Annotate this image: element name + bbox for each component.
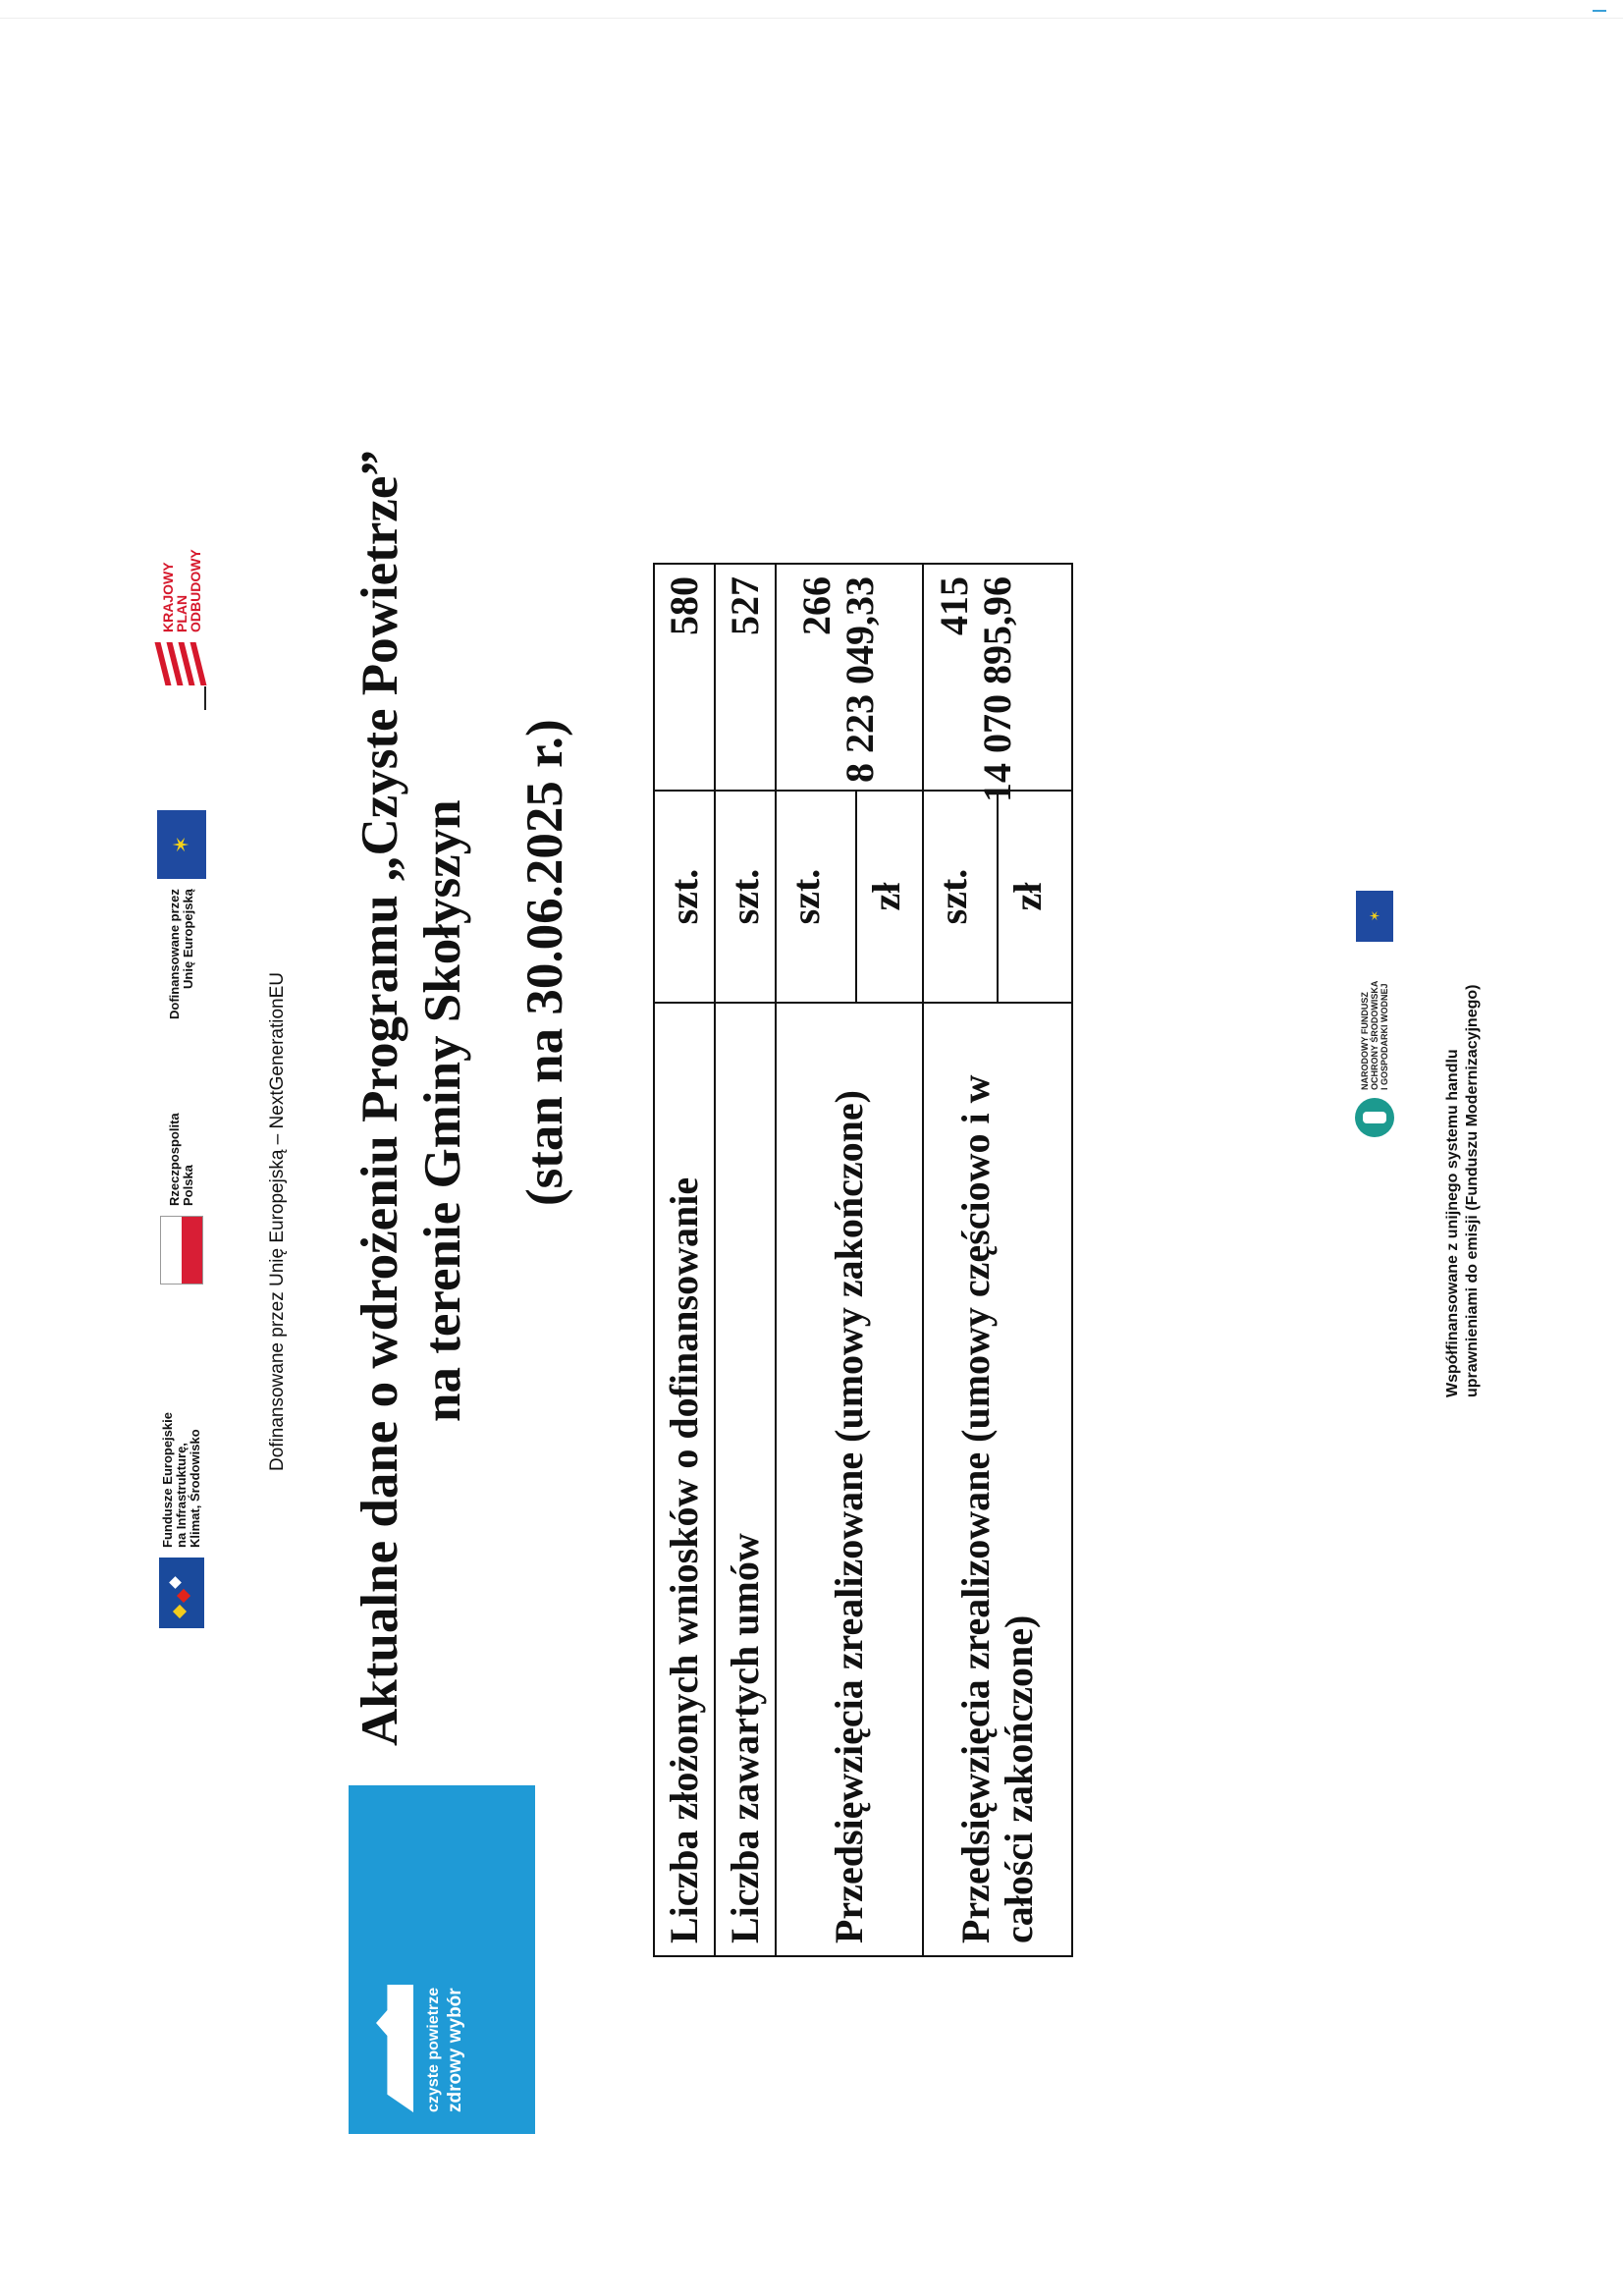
row-value: [794, 564, 923, 791]
row-unit: zł: [856, 791, 923, 1003]
row-value: 527: [715, 564, 776, 791]
row-unit: zł: [998, 791, 1072, 1003]
table-row: [654, 564, 715, 1956]
row-unit: szt.: [923, 791, 998, 1003]
cp-logo-text: [423, 1988, 466, 2112]
rp-logo-label: Rzeczpospolita Polska: [167, 1113, 195, 1206]
kpo-icon: [156, 642, 207, 685]
nfosigw-icon: [1355, 1098, 1394, 1137]
nfosigw-label: NARODOWY FUNDUSZ OCHRONY ŚRODOWISKA I GOSPODARKI WODNEJ: [1360, 980, 1389, 1090]
row-unit: szt.: [715, 791, 776, 1003]
fe-logo: [147, 1412, 216, 1628]
row-unit: szt.: [654, 791, 715, 1003]
ue-logo-label: Dofinansowane przez Unię Europejską: [167, 889, 195, 1019]
row-label: Przedsięwzięcia zrealizowane (umowy częściowo i w całości zakończone): [923, 1003, 1072, 1956]
eu-flag-small-icon: ✶: [1356, 891, 1393, 942]
row-value: [932, 564, 1072, 802]
row-value: 580: [654, 564, 715, 791]
cp-logo-line1: czyste powietrze: [425, 1987, 442, 2112]
ue-logo: [147, 810, 216, 1019]
row-value-amount: 8 223 049,33: [838, 576, 882, 783]
kpo-logo-label: KRAJOWY PLAN ODBUDOWY: [160, 549, 203, 632]
row-label: Liczba złożonych wniosków o dofinansowanie: [654, 1003, 715, 1956]
fundusze-europejskie-icon: [159, 1558, 204, 1628]
row-value-count: 415: [932, 576, 976, 635]
fe-logo-label: Fundusze Europejskie na Infrastrukturę, Klimat, Środowisko: [160, 1412, 202, 1548]
row-value-amount: 14 070 895,96: [975, 576, 1019, 802]
cofinancing-text: Współfinansowane z unijnego systemu handlu uprawnieniami do emisji (Funduszu Modernizacyjnego): [1444, 984, 1481, 1397]
cp-logo-line2: zdrowy wybór: [445, 1988, 465, 2112]
house-icon: [376, 1985, 413, 2112]
row-label: Liczba zawartych umów: [715, 1003, 776, 1956]
page-title: Aktualne dane o wdrożeniu Programu „Czyste Powietrze”: [352, 450, 408, 1746]
data-table: [653, 563, 1073, 1957]
kpo-logo: [147, 549, 216, 685]
title-block: [349, 116, 576, 1746]
logo-separator: [204, 686, 206, 710]
table-row: [715, 564, 776, 1956]
rp-logo: [147, 1113, 216, 1285]
row-label: Przedsięwzięcia zrealizowane (umowy zakończone): [776, 1003, 923, 1956]
cofinancing-logos: [1355, 891, 1394, 1137]
eu-flag-icon: ✶: [157, 810, 206, 879]
page-subtitle: na terenie Gminy Skołyszyn: [414, 799, 471, 1422]
next-gen-caption: Dofinansowane przez Unię Europejską – NextGenerationEU: [267, 972, 288, 1471]
row-unit: szt.: [776, 791, 856, 1003]
nfosigw-logo: [1355, 981, 1394, 1137]
czyste-powietrze-logo: [349, 1785, 535, 2134]
date-note: (stan na 30.06.2025 r.): [516, 719, 573, 1206]
row-value-count: 266: [794, 576, 839, 635]
polish-flag-icon: [160, 1216, 203, 1285]
